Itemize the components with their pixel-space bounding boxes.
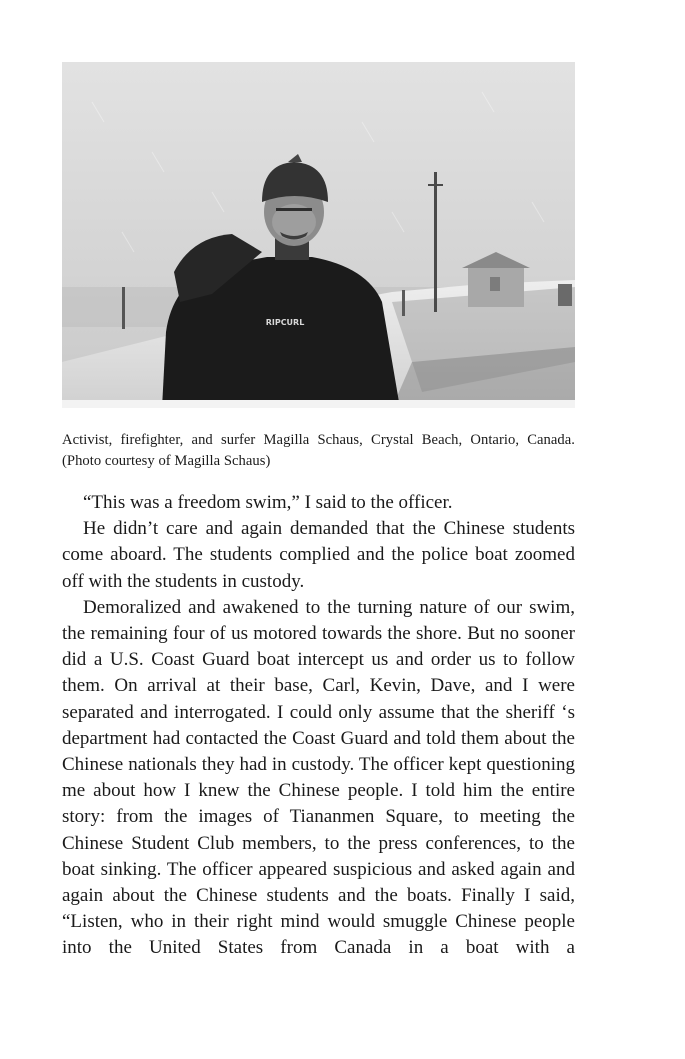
paragraph: “This was a freedom swim,” I said to the officer. [83, 492, 453, 513]
surfer-photo [62, 62, 575, 408]
photo-caption: Activist, firefighter, and surfer Magilla Schaus, Crystal Beach, Ontario, Canada. (Photo courtesy of Magilla Schaus) [62, 432, 575, 469]
wetsuit-logo-text: RIPCURL [265, 318, 305, 327]
paragraph: He didn’t care and again demanded that the Chinese students come aboard. The students complied and the police boat zoomed off with the students in custody. [62, 518, 575, 592]
paragraph: Demoralized and awakened to the turning nature of our swim, the remaining four of us motored towards the shore. But no sooner did a U.S. Coast Guard boat intercept us and order us to follow them. On arrival at their base, Carl, Kevin, Dave, and I were separated and interrogated. I could only assume that the sheriff ‘s department had contacted the Coast Guard and told them about the Chinese nationals they had in custody. The officer kept questioning me about how I knew the Chinese people. I told him the entire story: from the images of Tiananmen Square, to meeting the Chinese Student Club members, to the press conferences, to the boat sinking. The officer appeared suspicious and asked again and again about the Chinese students and the boats. Finally I said, “Listen, who in their right mind would smuggle Chinese people into the United States from Canada in a boat with a [62, 596, 575, 959]
photo-figure [62, 62, 575, 408]
body-text [62, 490, 575, 962]
